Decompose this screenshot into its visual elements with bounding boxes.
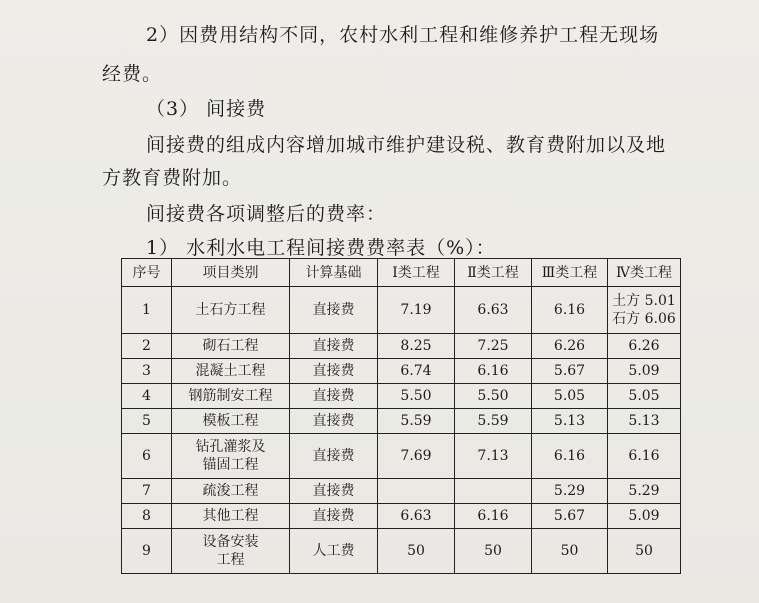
- cell-no: 4: [122, 384, 172, 409]
- header-no: 序号: [122, 259, 172, 287]
- section-heading-indirect-cost: （3） 间接费: [146, 98, 267, 120]
- header-class-2: Ⅱ类工程: [455, 259, 532, 287]
- cell-class-2: 6.63: [455, 287, 532, 334]
- cell-category: [172, 529, 290, 574]
- header-class-3: Ⅲ类工程: [532, 259, 608, 287]
- table-row: [122, 479, 681, 504]
- cell-no: 7: [122, 479, 172, 504]
- cell-class-3: 5.67: [532, 504, 608, 529]
- table-row: [122, 409, 681, 434]
- cell-basis: 直接费: [290, 334, 378, 359]
- header-category: 项目类别: [172, 259, 290, 287]
- paragraph-cost-structure-cont: 经费。: [102, 63, 163, 85]
- cell-class-4: 50: [608, 529, 681, 574]
- table-row: [122, 287, 681, 334]
- cell-class-4: 5.09: [608, 504, 681, 529]
- cell-category-line-1: 设备安装: [202, 534, 259, 550]
- cell-basis: 人工费: [290, 529, 378, 574]
- cell-category-line-2: 工程: [216, 552, 245, 568]
- cell-category: 模板工程: [172, 409, 290, 434]
- cell-class-1: 6.63: [378, 504, 455, 529]
- table-row: [122, 504, 681, 529]
- cell-category: 土石方工程: [172, 287, 290, 334]
- cell-class-2: [455, 479, 532, 504]
- cell-category: 钢筋制安工程: [172, 384, 290, 409]
- cell-class-4: 5.05: [608, 384, 681, 409]
- cell-class-1: [378, 479, 455, 504]
- cell-category-line-1: 钻孔灌浆及: [195, 439, 266, 455]
- cell-basis: 直接费: [290, 479, 378, 504]
- cell-class-2: 7.25: [455, 334, 532, 359]
- table-row: [122, 334, 681, 359]
- cell-basis: 直接费: [290, 359, 378, 384]
- table-row: [122, 529, 681, 574]
- cell-category: 砌石工程: [172, 334, 290, 359]
- cell-class-4: [608, 287, 681, 334]
- cell-class-3: 50: [532, 529, 608, 574]
- cell-no: 9: [122, 529, 172, 574]
- cell-category: 疏浚工程: [172, 479, 290, 504]
- cell-class-3: 5.67: [532, 359, 608, 384]
- cell-class-1: 50: [378, 529, 455, 574]
- cell-class-1: 6.74: [378, 359, 455, 384]
- cell-category: 其他工程: [172, 504, 290, 529]
- cell-class-3: 5.29: [532, 479, 608, 504]
- cell-basis: 直接费: [290, 384, 378, 409]
- table-row: [122, 434, 681, 479]
- cell-no: 3: [122, 359, 172, 384]
- cell-class-1: 7.69: [378, 434, 455, 479]
- header-basis: 计算基础: [290, 259, 378, 287]
- cell-class-3: 5.13: [532, 409, 608, 434]
- cell-no: 8: [122, 504, 172, 529]
- cell-category: 混凝土工程: [172, 359, 290, 384]
- cell-category: [172, 434, 290, 479]
- cell-class-4: 5.29: [608, 479, 681, 504]
- cell-class-3: 5.05: [532, 384, 608, 409]
- cell-no: 2: [122, 334, 172, 359]
- cell-class-1: 5.59: [378, 409, 455, 434]
- cell-basis: 直接费: [290, 409, 378, 434]
- cell-basis: 直接费: [290, 434, 378, 479]
- cell-class-2: 7.13: [455, 434, 532, 479]
- paragraph-indirect-composition-cont: 方教育费附加。: [102, 167, 243, 189]
- cell-class-3: 6.26: [532, 334, 608, 359]
- cell-class-4-rock: 石方 6.06: [612, 311, 676, 327]
- cell-class-1: 7.19: [378, 287, 455, 334]
- table-row: [122, 359, 681, 384]
- cell-class-3: 6.16: [532, 434, 608, 479]
- paragraph-indirect-composition: 间接费的组成内容增加城市维护建设税、教育费附加以及地: [146, 134, 667, 156]
- cell-no: 6: [122, 434, 172, 479]
- cell-class-2: 6.16: [455, 504, 532, 529]
- cell-basis: 直接费: [290, 287, 378, 334]
- cell-class-4: 6.16: [608, 434, 681, 479]
- cell-class-2: 5.50: [455, 384, 532, 409]
- cell-class-3: 6.16: [532, 287, 608, 334]
- cell-class-4: 6.26: [608, 334, 681, 359]
- cell-class-4: 5.09: [608, 359, 681, 384]
- cell-class-2: 50: [455, 529, 532, 574]
- indirect-cost-rate-table: [121, 258, 681, 574]
- cell-no: 1: [122, 287, 172, 334]
- table-row: [122, 384, 681, 409]
- cell-category-line-2: 锚固工程: [202, 457, 259, 473]
- cell-class-1: 8.25: [378, 334, 455, 359]
- cell-class-2: 6.16: [455, 359, 532, 384]
- cell-class-4: 5.13: [608, 409, 681, 434]
- cell-class-4-earth: 土方 5.01: [612, 293, 676, 309]
- table-header-row: [122, 259, 681, 287]
- cell-basis: 直接费: [290, 504, 378, 529]
- paragraph-cost-structure: 2）因费用结构不同，农村水利工程和维修养护工程无现场: [146, 24, 660, 46]
- cell-class-2: 5.59: [455, 409, 532, 434]
- table-caption: 1） 水利水电工程间接费费率表（%）：: [146, 237, 496, 259]
- paragraph-adjusted-rates: 间接费各项调整后的费率：: [146, 203, 387, 225]
- header-class-1: Ⅰ类工程: [378, 259, 455, 287]
- cell-no: 5: [122, 409, 172, 434]
- header-class-4: Ⅳ类工程: [608, 259, 681, 287]
- cell-class-1: 5.50: [378, 384, 455, 409]
